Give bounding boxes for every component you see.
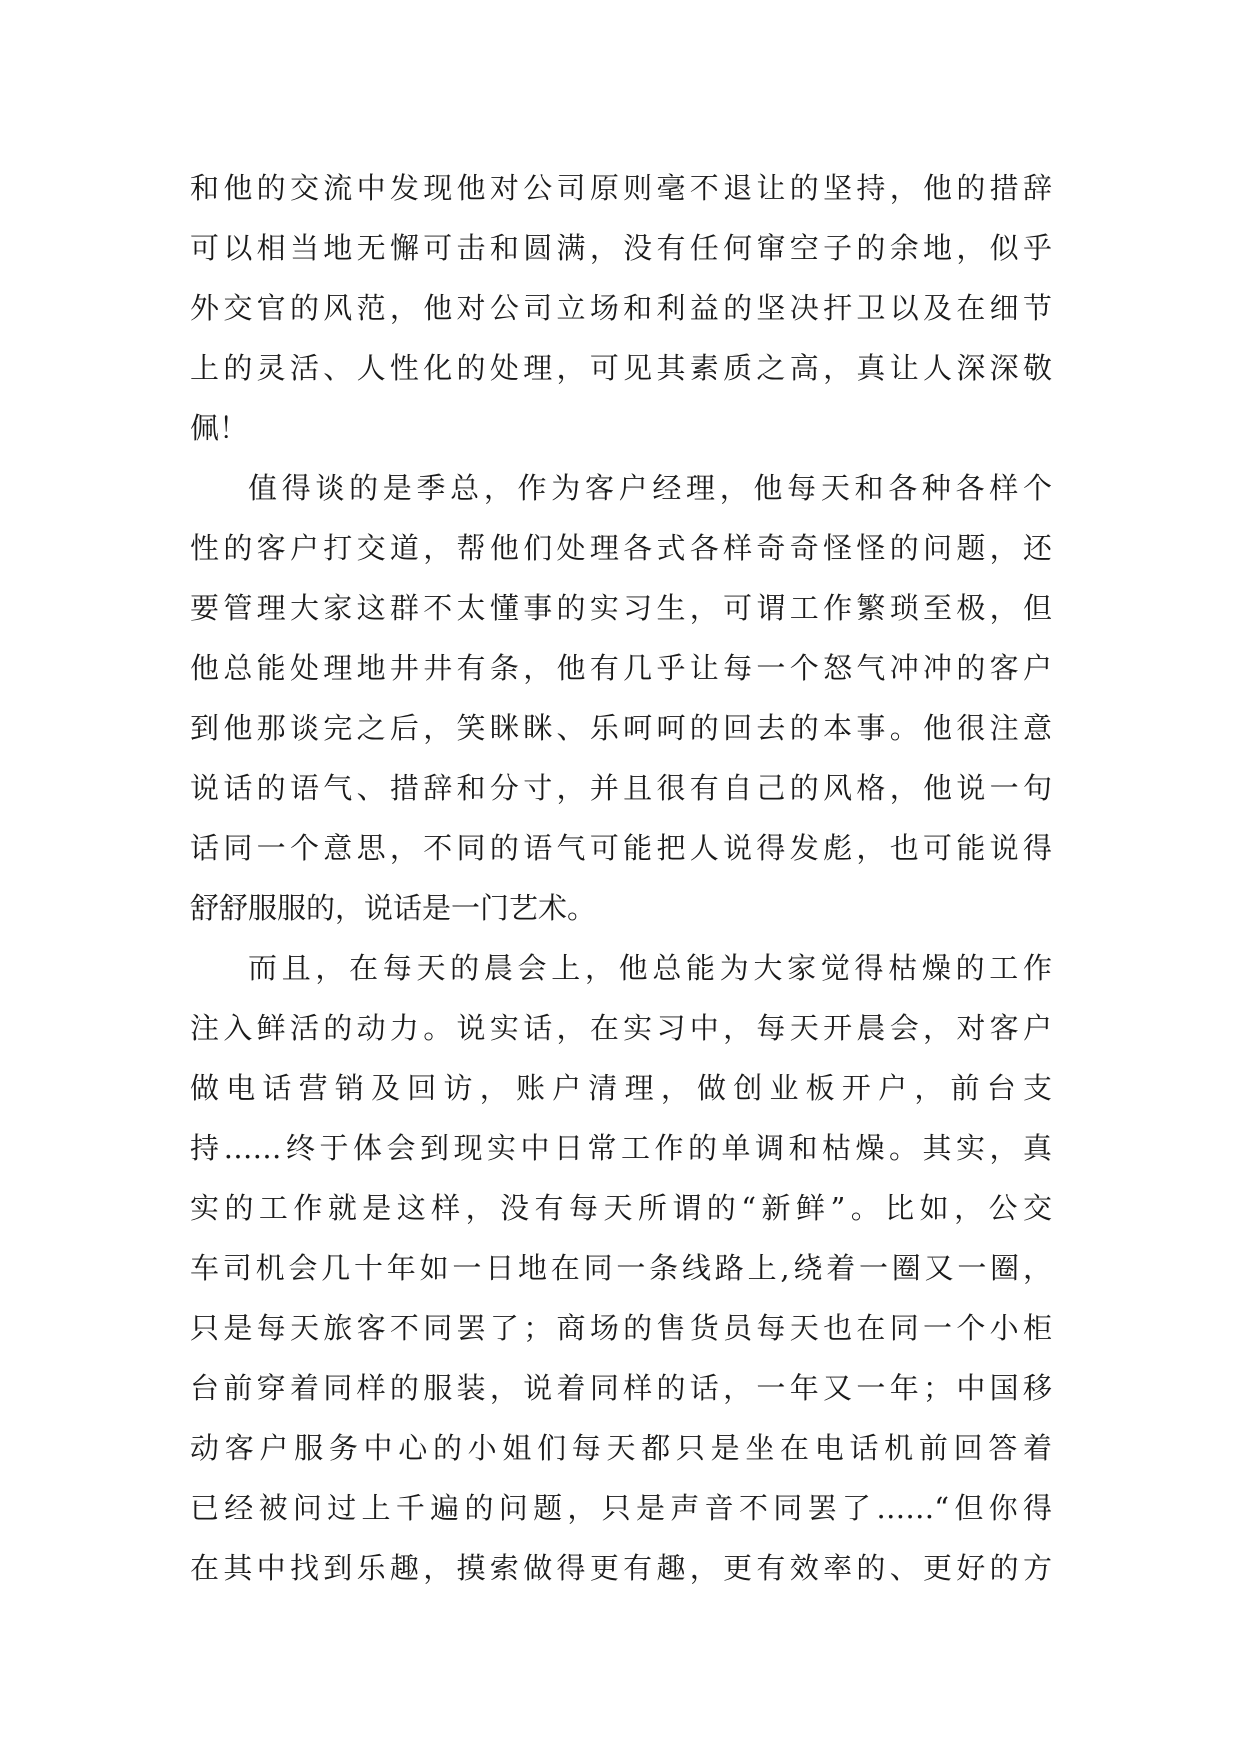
text-line: 台前穿着同样的服装，说着同样的话，一年又一年；中国移 — [190, 1371, 1052, 1405]
text-line: 车司机会几十年如一日地在同一条线路上,绕着一圈又一圈， — [190, 1251, 1052, 1285]
text-line: 说话的语气、措辞和分寸，并且很有自己的风格，他说一句 — [190, 771, 1052, 805]
text-line: 性的客户打交道，帮他们处理各式各样奇奇怪怪的问题，还 — [190, 531, 1052, 565]
paragraph-start-line: 而且，在每天的晨会上，他总能为大家觉得枯燥的工作 — [248, 951, 1052, 985]
text-line: 佩！ — [190, 411, 249, 445]
text-line: 上的灵活、人性化的处理，可见其素质之高，真让人深深敬 — [190, 351, 1052, 385]
text-line: 只是每天旅客不同罢了；商场的售货员每天也在同一个小柜 — [190, 1311, 1052, 1345]
paragraph-start-line: 值得谈的是季总，作为客户经理，他每天和各种各样个 — [248, 471, 1052, 505]
text-line: 到他那谈完之后，笑眯眯、乐呵呵的回去的本事。他很注意 — [190, 711, 1052, 745]
text-line: 做电话营销及回访，账户清理，做创业板开户，前台支 — [190, 1071, 1052, 1105]
text-line: 他总能处理地井井有条，他有几乎让每一个怒气冲冲的客户 — [190, 651, 1052, 685]
text-line: 持……终于体会到现实中日常工作的单调和枯燥。其实，真 — [190, 1131, 1052, 1165]
body-text — [190, 158, 1052, 1598]
text-line: 和他的交流中发现他对公司原则毫不退让的坚持，他的措辞 — [190, 171, 1052, 205]
text-line: 注入鲜活的动力。说实话，在实习中，每天开晨会，对客户 — [190, 1011, 1052, 1045]
text-line: 已经被问过上千遍的问题，只是声音不同罢了……“但你得 — [190, 1491, 1052, 1525]
text-line: 动客户服务中心的小姐们每天都只是坐在电话机前回答着 — [190, 1431, 1052, 1465]
text-line: 在其中找到乐趣，摸索做得更有趣，更有效率的、更好的方 — [190, 1551, 1052, 1585]
text-line: 舒舒服服的，说话是一门艺术。 — [190, 891, 597, 925]
text-line: 外交官的风范，他对公司立场和利益的坚决扞卫以及在细节 — [190, 291, 1052, 325]
text-line: 要管理大家这群不太懂事的实习生，可谓工作繁琐至极，但 — [190, 591, 1052, 625]
text-line: 话同一个意思，不同的语气可能把人说得发彪，也可能说得 — [190, 831, 1052, 865]
text-line: 实的工作就是这样，没有每天所谓的“新鲜”。比如，公交 — [190, 1191, 1052, 1225]
text-line: 可以相当地无懈可击和圆满，没有任何窜空子的余地，似乎 — [190, 231, 1052, 265]
